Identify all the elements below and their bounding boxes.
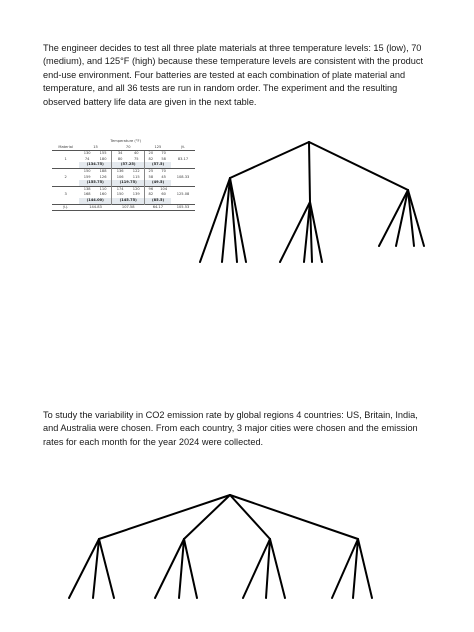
table-cell: 82 — [145, 192, 157, 198]
paragraph-battery-experiment: The engineer decides to test all three plate materials at three temperature levels: 15 (low), 70 (medium), and 125°F (high) because these temperature levels are consistent with the product end-use environment. Four batteries are tested at each combination of plate material and temperature, and all 36 tests are run in random order. The experiment and the resulting observed battery life data are given in the next table. — [43, 43, 424, 107]
tree-leaf — [358, 539, 372, 598]
grand-mean: 105.53 — [171, 204, 195, 211]
table-cell: 155 — [95, 151, 112, 157]
table-cell: 115 — [132, 174, 140, 179]
cell-mean: (57.5) — [145, 162, 171, 168]
table-cell: 139 — [132, 192, 140, 197]
table-cell: 45 — [161, 174, 166, 179]
table-cell: 160 — [99, 192, 107, 197]
table-cell: 96 — [145, 186, 157, 192]
cell-mean: (119.75) — [112, 180, 145, 186]
table-cell: 34 — [112, 151, 129, 157]
temp-125-header: 125 — [145, 145, 171, 151]
row-mean: 108.33 — [176, 174, 190, 179]
table-cell: 136 — [112, 168, 129, 174]
table-cell: 60 — [161, 192, 166, 197]
column-mean: 64.17 — [145, 204, 171, 211]
table-cell: 126 — [99, 174, 107, 179]
tree-branch — [99, 495, 230, 539]
material-label: 3 — [64, 192, 67, 197]
table-cell: 58 — [145, 175, 157, 181]
column-mean-label: ȳ.j. — [52, 204, 79, 211]
tree-branch — [184, 495, 230, 539]
table-cell: 138 — [79, 186, 95, 192]
table-cell: 168 — [83, 192, 91, 197]
table-cell: 70 — [156, 168, 171, 174]
table-cell: 180 — [99, 156, 107, 161]
cell-mean: (57.25) — [112, 162, 145, 168]
table-cell: 20 — [145, 151, 157, 157]
tree-leaf — [99, 539, 114, 598]
temp-15-header: 15 — [79, 145, 111, 151]
column-mean: 107.58 — [112, 204, 145, 211]
table-cell: 122 — [128, 168, 145, 174]
table-cell: 106 — [112, 175, 129, 181]
row-mean: 125.08 — [176, 192, 190, 197]
table-cell: 82 — [145, 157, 157, 163]
cell-mean: (145.75) — [112, 198, 145, 204]
material-header: Material — [52, 145, 79, 151]
table-cell: 150 — [79, 168, 95, 174]
table-cell: 74 — [84, 156, 90, 161]
material-label: 1 — [64, 156, 67, 161]
temperature-header: Temperature (°F) — [110, 139, 141, 143]
table-cell: 120 — [128, 186, 145, 192]
table-cell: 188 — [95, 168, 112, 174]
temp-70-header: 70 — [112, 145, 145, 151]
table-cell: 58 — [161, 156, 166, 161]
paragraph-co2-study: To study the variability in CO2 emission rate by global regions 4 countries: US, Britain, India, and Australia were chosen. From each country, 3 major cities were chosen and the emission rates for each month for the year 2024 were collected. — [43, 410, 418, 447]
cell-mean: (49.5) — [145, 180, 171, 186]
table-cell: 174 — [112, 186, 129, 192]
cell-mean: (155.75) — [79, 180, 111, 186]
table-cell: 150 — [112, 192, 129, 198]
table-cell: 104 — [156, 186, 171, 192]
table-cell: 110 — [95, 186, 112, 192]
cell-mean: (144.00) — [79, 198, 111, 204]
table-cell: 80 — [112, 157, 129, 163]
column-mean: 144.83 — [79, 204, 111, 211]
tree-leaf — [270, 539, 285, 598]
row-mean-header: ȳi. — [171, 145, 195, 151]
table-cell: 130 — [79, 151, 95, 157]
table-cell: 159 — [83, 174, 91, 179]
table-cell: 25 — [145, 168, 157, 174]
row-mean: 83.17 — [177, 156, 189, 161]
material-label: 2 — [64, 174, 67, 179]
table-cell: 75 — [133, 156, 139, 161]
table-cell: 70 — [156, 151, 171, 157]
cell-mean: (134.75) — [79, 162, 111, 168]
table-cell: 40 — [128, 151, 145, 157]
tree-leaf — [184, 539, 197, 598]
cell-mean: (85.5) — [145, 198, 171, 204]
